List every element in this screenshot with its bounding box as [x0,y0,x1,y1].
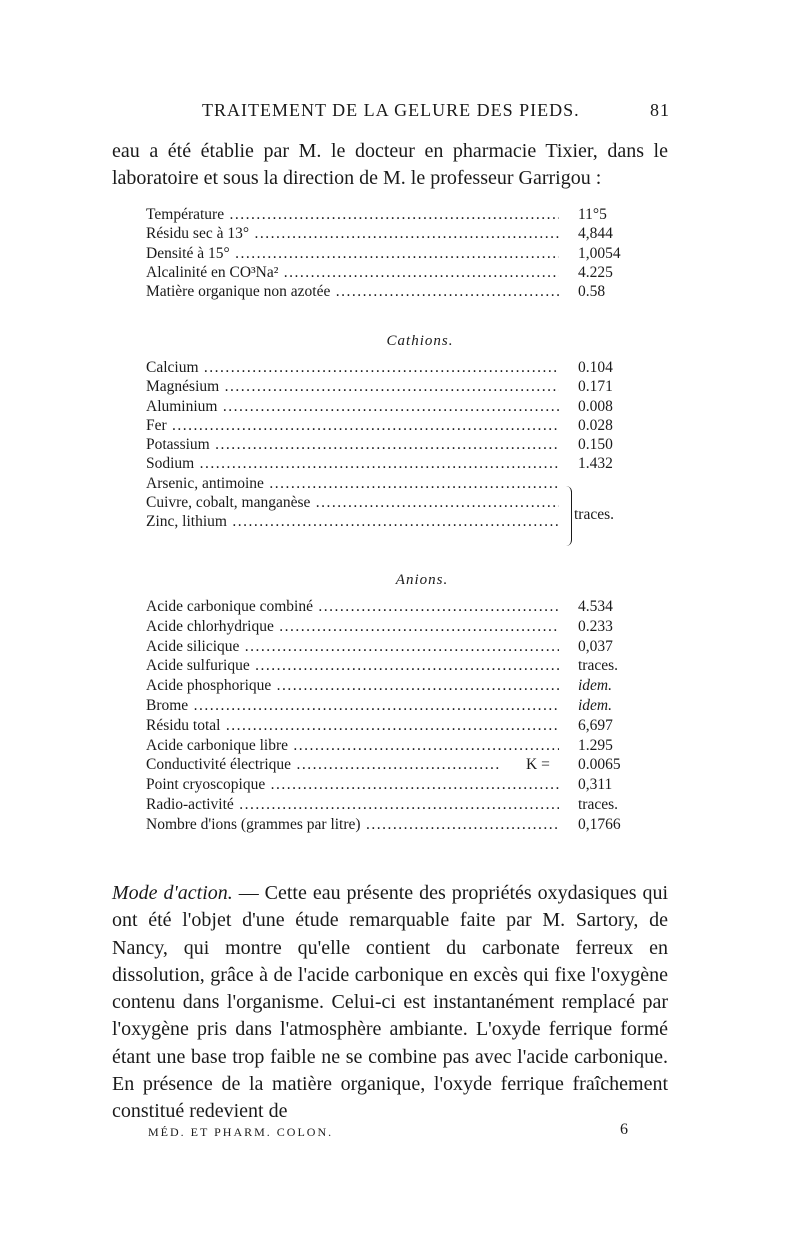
table-row [146,637,636,657]
physical-properties-table [146,205,636,301]
table-row [146,377,636,396]
row-label: Acide carbonique combiné ..... [146,597,559,617]
table-row [146,656,636,676]
row-label: Cuivre, cobalt, manganèse ..... [146,493,559,512]
row-value: 0.008 [578,397,613,415]
row-value: 0,037 [578,637,613,655]
table-row [146,775,636,795]
table-row [146,397,636,416]
row-value: 0.233 [578,617,613,635]
row-label: Acide carbonique libre ..... [146,736,559,756]
table-row [146,454,636,473]
row-value: 1,0054 [578,244,621,262]
row-value: 0.171 [578,378,613,396]
table-row [146,736,636,756]
row-value: traces. [578,795,619,813]
row-value: 11°5 [578,206,607,223]
running-head [110,100,670,126]
row-value: 6,697 [578,716,613,734]
row-value: 0.0065 [578,756,621,774]
row-label: Résidu total ..... [146,716,559,736]
row-label: Zinc, lithium ..... [146,512,559,531]
row-label: Densité à 15° ..... [146,244,559,263]
traces-label: traces. [574,506,615,523]
row-label: Point cryoscopique ..... [146,775,559,795]
table-row [146,716,636,736]
row-value: 0,1766 [578,815,621,833]
table-row [146,617,636,637]
row-extra: K = [526,756,550,774]
table-row [146,416,636,435]
table-row [146,815,636,835]
row-value: 4.225 [578,263,613,281]
table-row [146,435,636,454]
row-value: 0.150 [578,436,613,454]
table-row [146,282,636,301]
page-number: 81 [650,100,670,120]
row-value: 0.58 [578,283,606,301]
row-label: Résidu sec à 13° ..... [146,224,559,243]
row-label: Nombre d'ions (grammes par litre) ..... [146,815,559,835]
table-row [146,795,636,815]
table-row [146,205,636,224]
row-label: Brome ..... [146,696,559,716]
table-row [146,358,636,377]
row-value: 1.295 [578,736,613,754]
row-value: idem. [578,696,613,714]
page-footer [148,1121,628,1147]
row-label: Radio-activité ..... [146,795,559,815]
table-row [146,244,636,263]
row-label: Alcalinité en CO³Na² ..... [146,263,559,282]
row-value: 1.432 [578,455,613,473]
row-value: traces. [578,657,619,675]
row-value: 0,311 [578,776,613,794]
table-row [146,755,636,775]
brace-mark [561,486,572,546]
row-label: Aluminium ..... [146,397,559,416]
row-label: Température ..... [146,205,559,224]
table-row [146,224,636,243]
row-label: Acide chlorhydrique ..... [146,617,559,637]
row-label: Magnésium ..... [146,377,559,396]
row-label: Acide sulfurique ..... [146,656,559,676]
paragraph-lead: Mode d'action. [112,882,233,904]
table-row [146,263,636,282]
row-label: Fer ..... [146,416,559,435]
row-label: Sodium ..... [146,454,559,473]
anions-table [146,597,636,835]
running-title: TRAITEMENT DE LA GELURE DES PIEDS. [202,100,580,120]
signature-number: 6 [620,1121,628,1138]
row-label: Arsenic, antimoine ..... [146,474,559,493]
row-value: idem. [578,677,613,695]
mode-action-paragraph [112,880,668,1126]
row-value: 4.534 [578,598,613,615]
table-row [146,597,636,617]
row-value: 0.104 [578,359,613,376]
table-row [146,676,636,696]
row-label: Acide silicique ..... [146,637,559,657]
cations-heading: Cathions. [386,333,454,349]
row-value: 0.028 [578,416,613,434]
row-label: Potassium ..... [146,435,559,454]
row-label: Calcium ..... [146,358,559,377]
table-row [146,696,636,716]
row-label: Acide phosphorique ..... [146,676,559,696]
anions-heading: Anions. [395,572,449,588]
row-label: Conductivité électrique ..... [146,755,501,775]
row-label: Matière organique non azotée ..... [146,282,559,301]
intro-paragraph: eau a été établie par M. le docteur en pharmacie Tixier, dans le laboratoire et sous la direction de M. le professeur Garrigou : [112,140,668,189]
paragraph-text: — Cette eau présente des propriétés oxydasiques qui ont été l'objet d'une étude remarquable faite par M. Sartory, de Nancy, qui montre qu'elle contient du carbonate ferreux en dissolution, grâce à de l'acide carbonique en excès qui fixe l'oxygène contenu dans l'organisme. Celui-ci est instantanément remplacé par l'oxygène pris dans l'atmosphère ambiante. L'oxyde ferrique formé étant une base trop faible ne se combine pas avec l'acide carbonique. En présence de la matière organique, l'oxyde ferrique fraîchement constitué redevient de [112,882,669,1123]
journal-signature: MÉD. ET PHARM. COLON. [148,1125,334,1139]
row-value: 4,844 [578,225,613,243]
